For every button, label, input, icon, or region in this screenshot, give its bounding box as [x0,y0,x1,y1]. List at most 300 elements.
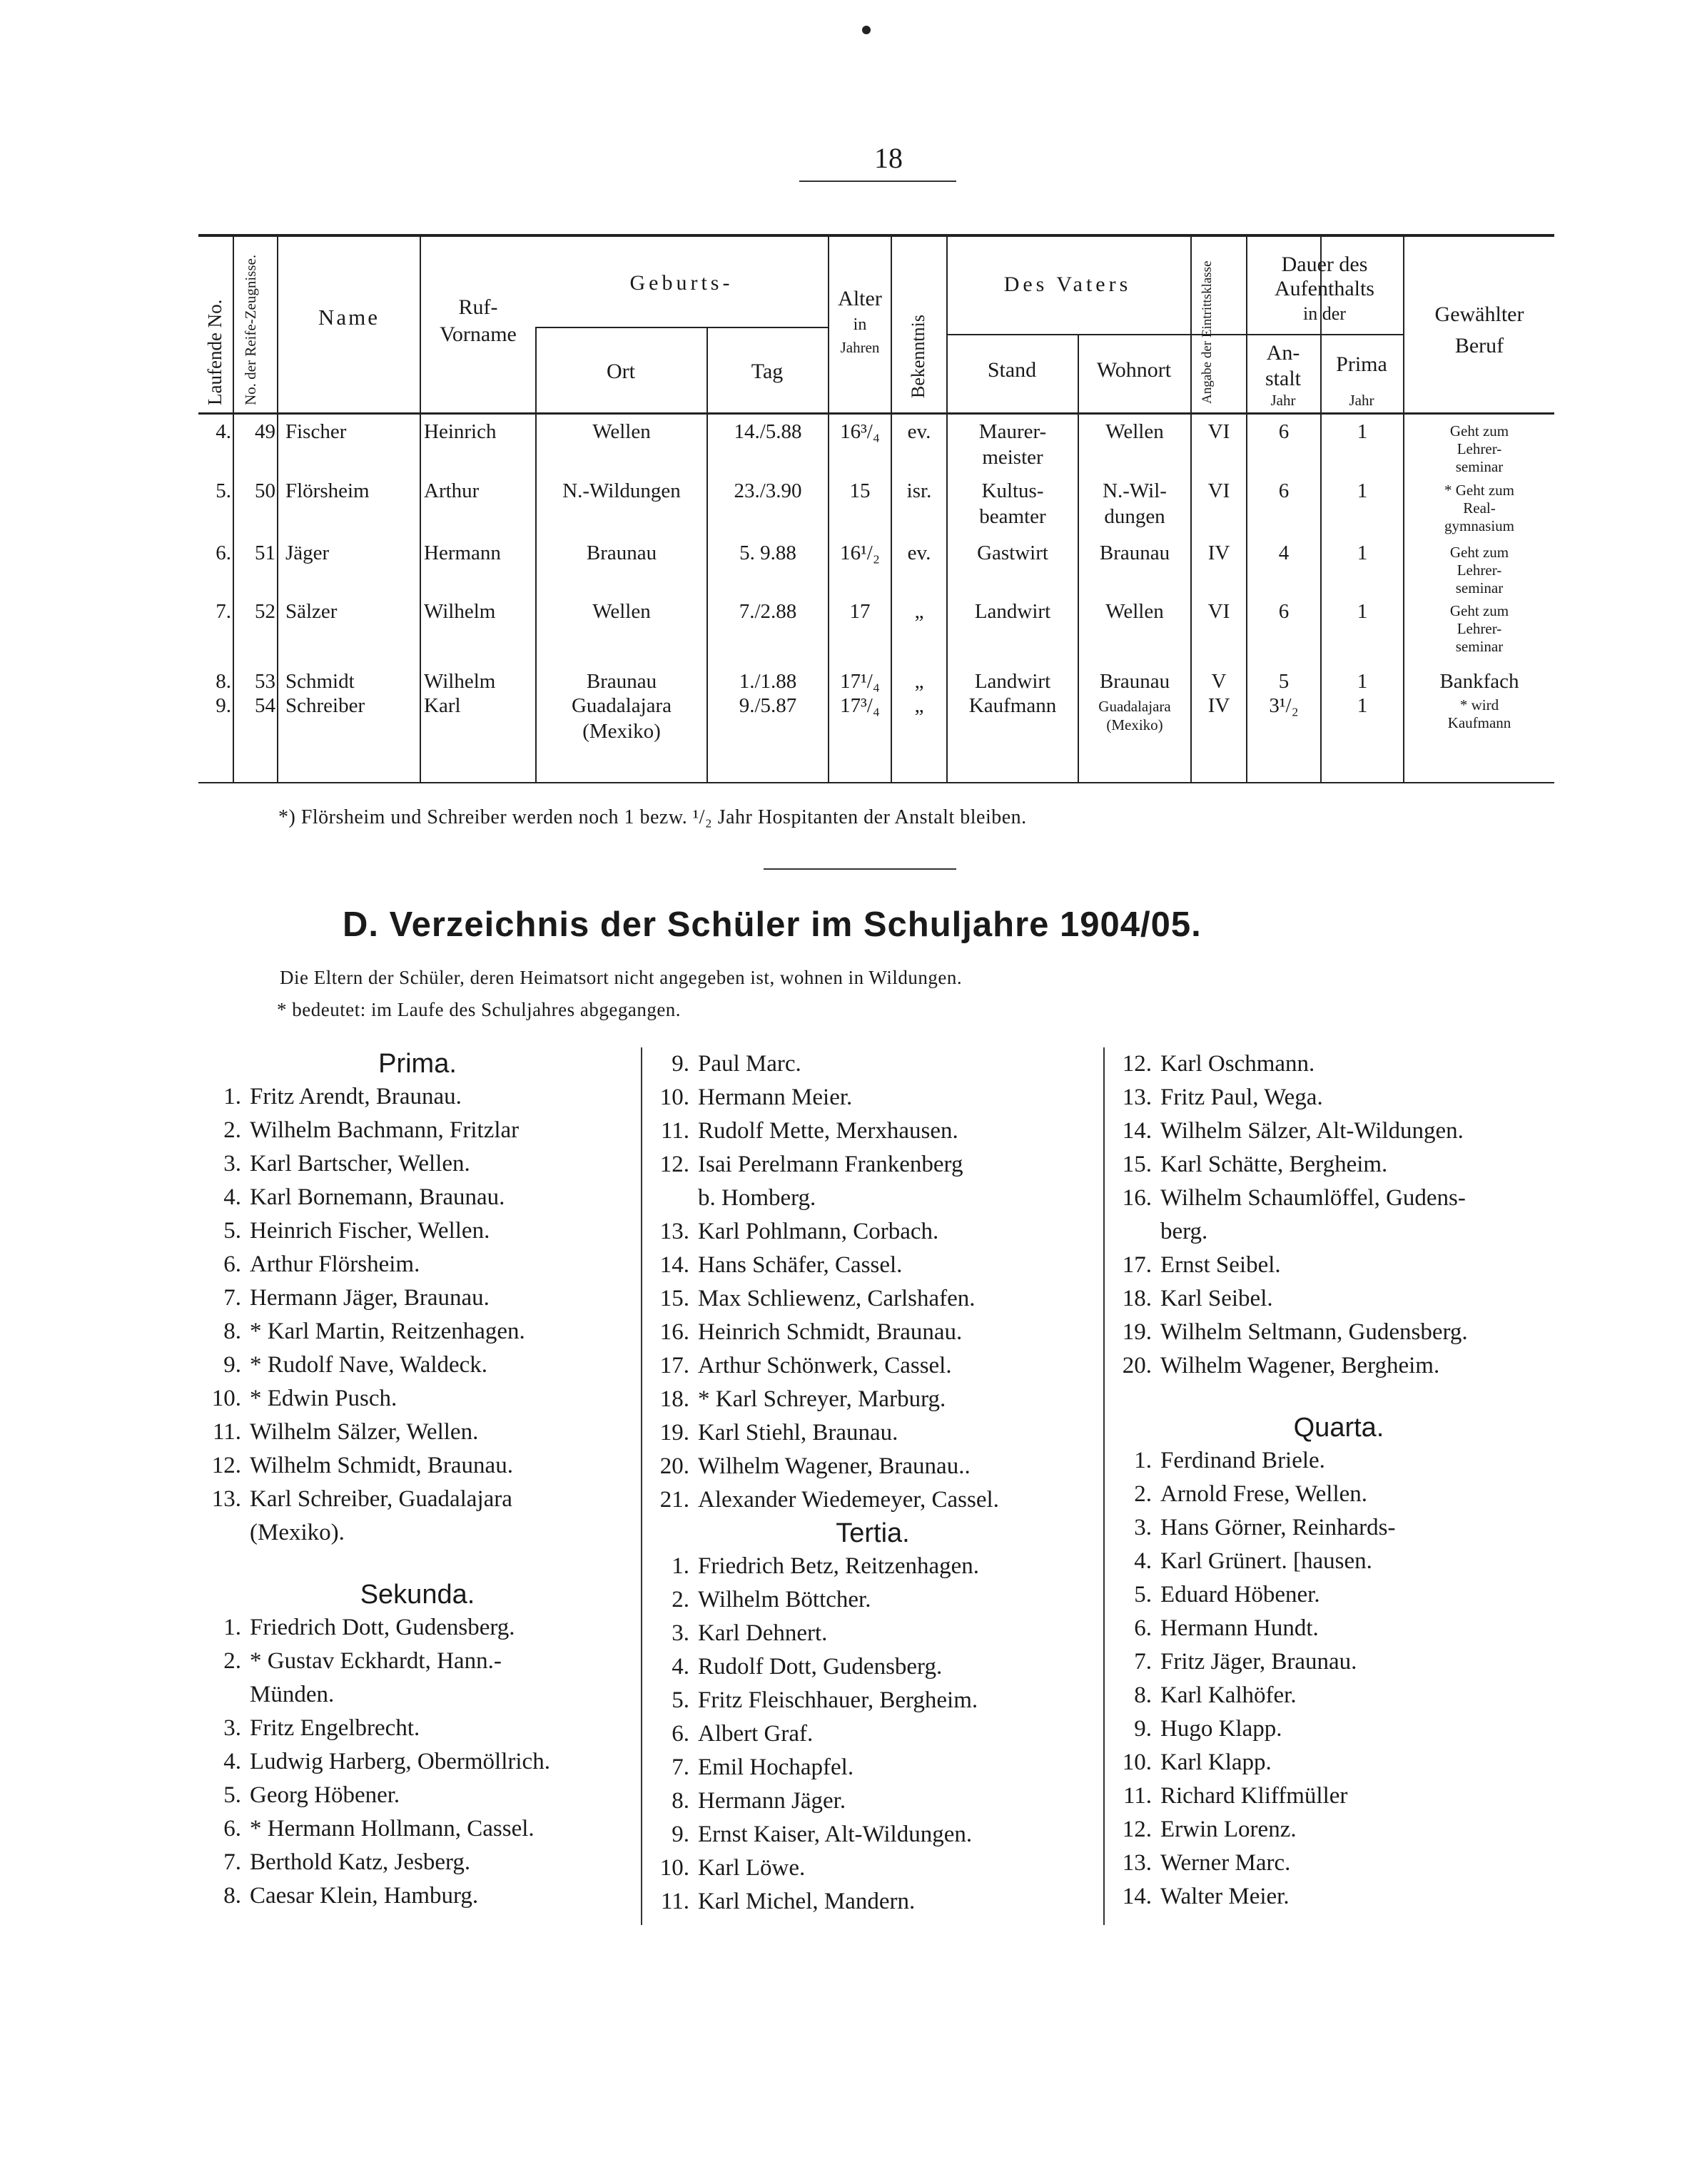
list-item [1110,1746,1567,1779]
list-item-name: Friedrich Dott, Gudensberg. [250,1615,515,1640]
list-item-number: 10. [211,1386,241,1411]
cell-alter: 16¹/₂ [840,542,880,564]
list-item-name: Wilhelm Wagener, Braunau.. [698,1453,971,1479]
cell-anstalt: 6 [1278,600,1290,623]
list-item-name: Eduard Höbener. [1160,1582,1320,1607]
list-item-number: 4. [1134,1548,1152,1574]
list-item-number: 13. [1122,1085,1152,1110]
cell-beruf: Kaufmann [1447,714,1511,731]
list-item-number: 20. [1122,1353,1152,1378]
cell-stand: Landwirt [974,600,1051,623]
list-item-number: 5. [223,1782,241,1808]
list-item-name: Albert Graf. [698,1721,814,1747]
list-item-name: Wilhelm Wagener, Bergheim. [1160,1353,1440,1378]
header-wohnort: Wohnort [1096,358,1172,382]
list-item [200,1812,635,1846]
list-item-number: 1. [223,1084,241,1109]
cell-stand: Kaufmann [968,694,1057,717]
list-item [200,1611,635,1645]
list-item-number: 1. [1134,1448,1152,1473]
list-item-number: 18. [659,1386,689,1412]
cell-no: 53 [255,670,275,693]
cell-ort: N.-Wildungen [562,479,681,502]
list-item [648,1349,1098,1383]
list-item-number: 13. [659,1219,689,1244]
list-item-name: Hermann Jäger, Braunau. [250,1285,490,1311]
list-item-name: Friedrich Betz, Reitzenhagen. [698,1553,980,1579]
list-item-number: 3. [672,1620,689,1646]
cell-anstalt: 3¹/₂ [1269,694,1299,717]
list-item [1110,1478,1567,1511]
cell-beruf: seminar [1455,458,1504,475]
list-item-name: Georg Höbener. [250,1782,400,1808]
list-item-name: Arthur Flörsheim. [250,1251,420,1277]
cell-no: 49 [255,420,275,443]
cell-beruf: Geht zum [1449,422,1509,440]
list-item-name: Heinrich Fischer, Wellen. [250,1218,490,1244]
list-item [200,1114,635,1147]
list-item [1110,1444,1567,1478]
list-item-name: Karl Seibel. [1160,1286,1273,1311]
list-item-number: 12. [1122,1817,1152,1842]
list-item-number: 21. [659,1487,689,1513]
cell-no: 51 [255,542,275,564]
cell-klasse: IV [1207,542,1230,564]
list-item [648,1450,1098,1483]
cell-anstalt: 6 [1278,479,1290,502]
list-item-name: Wilhelm Bachmann, Fritzlar [250,1117,520,1143]
column-rule-right [1103,1047,1105,1925]
list-item [648,1684,1098,1717]
list-item [1110,1679,1567,1712]
list-item-number: 10. [1122,1749,1152,1775]
cell-vorname: Heinrich [424,420,497,443]
header-geburts: Geburts- [629,271,734,295]
list-item-number: 12. [1122,1051,1152,1077]
list-item-name: Wilhelm Böttcher. [698,1587,871,1612]
header-alter-2: in [853,315,867,334]
cell-no: 52 [255,600,275,623]
header-anstalt-1: An- [1266,341,1300,365]
list-item-name: * Karl Martin, Reitzenhagen. [250,1319,525,1344]
cell-ort: Wellen [592,420,651,443]
list-item-name: Karl Stiehl, Braunau. [698,1420,898,1446]
cell-beruf: Lehrer- [1457,440,1502,457]
list-item-name: * Karl Schreyer, Marburg. [698,1386,946,1412]
cell-alter: 15 [849,479,871,502]
list-item [648,1784,1098,1818]
list-item [648,1583,1098,1617]
list-item [648,1483,1098,1517]
cell-vorname: Arthur [424,479,480,502]
list-item-number: 12. [659,1152,689,1177]
list-item-name: Erwin Lorenz. [1160,1817,1297,1842]
list-item-number: 11. [660,1889,689,1914]
ink-dot [862,26,871,34]
intro-line-1: Die Eltern der Schüler, deren Heimatsort nicht angegeben ist, wohnen in Wildungen. [280,967,963,988]
list-item [200,1483,635,1516]
list-item [200,1147,635,1181]
cell-beruf: * Geht zum [1444,482,1514,499]
list-item-number: 11. [212,1419,241,1445]
list-item [200,1846,635,1879]
list-item-number: 11. [1123,1783,1152,1809]
list-item-name: Werner Marc. [1160,1850,1291,1876]
list-item-name: * Gustav Eckhardt, Hann.- [250,1648,502,1674]
list-item-number: 6. [223,1816,241,1842]
list-item [1110,1282,1567,1316]
cell-wohnort: Guadalajara [1098,698,1171,715]
list-item [200,1349,635,1382]
cell-stand: Maurer- [978,420,1047,443]
list-item-name: Heinrich Schmidt, Braunau. [698,1319,963,1345]
section-heading: D. Verzeichnis der Schüler im Schuljahre 1904/05. [343,905,1202,944]
list-item-name: Karl Klapp. [1160,1749,1272,1775]
header-ort: Ort [607,360,635,383]
list-item-number: 9. [672,1051,689,1077]
list-item-name: Hans Görner, Reinhards- [1160,1515,1396,1540]
list-item [648,1852,1098,1885]
cell-tag: 9./5.87 [739,694,797,717]
list-item-number: 6. [672,1721,689,1747]
list-item [648,1282,1098,1316]
list-item [648,1316,1098,1349]
cell-klasse: V [1211,670,1227,693]
list-item [1110,1249,1567,1282]
list-item-name: Karl Oschmann. [1160,1051,1315,1077]
list-item-name: Hermann Hundt. [1160,1615,1319,1641]
page-number-rule [799,181,956,182]
list-item [200,1181,635,1214]
list-item-name: Hans Schäfer, Cassel. [698,1252,903,1278]
cell-bek: „ [914,670,924,693]
cell-name: Schreiber [285,694,365,717]
list-item [648,1717,1098,1751]
cell-alter: 17³/₄ [840,694,880,717]
list-item [648,1249,1098,1282]
cell-prima: 1 [1357,479,1368,502]
intro-line-2: * bedeutet: im Laufe des Schuljahres abgegangen. [277,999,682,1020]
header-alter-3: Jahren [840,339,880,356]
cell-stand: meister [982,446,1043,469]
cell-vorname: Wilhelm [424,600,496,623]
list-item [648,1650,1098,1684]
list-item-name: Rudolf Mette, Merxhausen. [698,1118,958,1144]
list-item-name: Wilhelm Sälzer, Alt-Wildungen. [1160,1118,1464,1144]
list-item-number: 5. [672,1687,689,1713]
list-item-name: Berthold Katz, Jesberg. [250,1849,471,1875]
list-item [648,1550,1098,1583]
header-tag: Tag [751,360,784,383]
list-item [1110,1578,1567,1612]
list-item-name: Karl Löwe. [698,1855,806,1881]
list-item-number: 4. [223,1184,241,1210]
list-item-name: * Rudolf Nave, Waldeck. [250,1352,488,1378]
cell-tag: 7./2.88 [739,600,797,623]
list-item [648,1047,1098,1081]
cell-wohnort: (Mexiko) [1106,716,1163,733]
header-name: Name [318,305,380,330]
list-item-number: 19. [659,1420,689,1446]
cell-lfd: 5. [216,479,231,502]
list-item-name: Karl Bornemann, Braunau. [250,1184,505,1210]
cell-prima: 1 [1357,420,1368,443]
cell-wohnort: Braunau [1099,542,1170,564]
header-anstalt-2: stalt [1265,367,1301,390]
header-dauer-2: Aufenthalts [1275,277,1374,300]
list-item-number: 5. [1134,1582,1152,1607]
cell-lfd: 7. [216,600,231,623]
list-item-name: Arthur Schönwerk, Cassel. [698,1353,952,1378]
cell-alter: 17 [849,600,871,623]
header-rufname-1: Ruf- [458,295,498,319]
cell-anstalt: 5 [1278,670,1290,693]
list-item-number: 7. [672,1754,689,1780]
cell-lfd: 8. [216,670,231,693]
list-item [200,1080,635,1114]
list-item-name: Arnold Frese, Wellen. [1160,1481,1368,1507]
list-item-number: 14. [1122,1118,1152,1144]
list-item-name: Fritz Fleischhauer, Bergheim. [698,1687,978,1713]
cell-name: Fischer [285,420,347,443]
list-item-number: 13. [211,1486,241,1512]
cell-vorname: Wilhelm [424,670,496,693]
cell-beruf: Bankfach [1439,670,1519,693]
cell-ort: Braunau [586,542,657,564]
list-item-number: 9. [1134,1716,1152,1742]
list-item-name: Richard Kliffmüller [1160,1783,1348,1809]
list-item-number: 8. [1134,1682,1152,1708]
cell-alter: 17¹/₄ [840,670,880,693]
cell-ort: Braunau [586,670,657,693]
table-bottom-rule [198,782,1554,783]
cell-name: Flörsheim [285,479,370,502]
dauer-rule [1246,334,1403,335]
cell-beruf: Real- [1463,499,1496,517]
cell-lfd: 4. [216,420,231,443]
list-item-name: Ludwig Harberg, Obermöllrich. [250,1749,550,1774]
cell-klasse: IV [1207,694,1230,717]
cell-name: Schmidt [285,670,355,693]
list-item-number: 11. [660,1118,689,1144]
list-item-number: 16. [659,1319,689,1345]
list-item-name: Ernst Seibel. [1160,1252,1281,1278]
list-item-name: Fritz Paul, Wega. [1160,1085,1323,1110]
list-item-name: Wilhelm Sälzer, Wellen. [250,1419,479,1445]
cell-klasse: VI [1207,420,1230,443]
list-item-number: 16. [1122,1185,1152,1211]
list-item-name: Walter Meier. [1160,1884,1290,1909]
list-item-name: Karl Schreiber, Guadalajara [250,1486,512,1512]
header-dauer-3: in der [1303,303,1346,324]
list-item [200,1712,635,1745]
cell-ort-line2: (Mexiko) [582,720,661,743]
list-item-number: 15. [659,1286,689,1311]
class-heading: Quarta. [1293,1413,1384,1443]
list-item-name: Karl Dehnert. [698,1620,828,1646]
cell-klasse: VI [1207,600,1230,623]
list-item [200,1416,635,1449]
list-item-number: 18. [1122,1286,1152,1311]
list-item-name: Karl Schätte, Bergheim. [1160,1152,1388,1177]
cell-beruf: Geht zum [1449,602,1509,619]
list-item [1110,1712,1567,1746]
student-list-left [200,1047,635,1913]
cell-tag: 14./5.88 [734,420,802,443]
cell-wohnort: N.-Wil- [1103,479,1167,502]
list-item [1110,1847,1567,1880]
column-rule-left [641,1047,642,1925]
list-item-name: Hermann Meier. [698,1085,853,1110]
class-heading: Sekunda. [360,1580,475,1610]
header-laufende-no: Laufende No. [204,299,226,405]
list-item-number: 7. [223,1849,241,1875]
cell-wohnort: dungen [1104,505,1165,528]
list-item [1110,1612,1567,1645]
list-item-number: 4. [223,1749,241,1774]
header-beruf-2: Beruf [1454,334,1504,357]
list-item-number: 2. [672,1587,689,1612]
cell-wohnort: Wellen [1105,600,1164,623]
cell-bek: ev. [907,542,931,564]
header-bekenntnis: Bekenntnis [908,315,928,398]
list-item-number: 3. [223,1715,241,1741]
class-heading: Tertia. [836,1518,910,1548]
list-item-name: Caesar Klein, Hamburg. [250,1883,479,1909]
list-item-name: Karl Grünert. [hausen. [1160,1548,1372,1574]
cell-bek: „ [914,600,924,623]
header-zeugnis-no: No. der Reife-Zeugnisse. [242,254,259,405]
list-gap [200,1550,635,1578]
student-list-middle [648,1047,1098,1919]
cell-tag: 23./3.90 [734,479,802,502]
header-prima-jahr: Jahr [1349,392,1374,409]
header-rufname-2: Vorname [440,322,517,346]
list-item-continuation: (Mexiko). [250,1520,345,1545]
cell-bek: isr. [906,479,932,502]
header-beruf-1: Gewählter [1434,303,1524,326]
list-item-name: Rudolf Dott, Gudensberg. [698,1654,943,1680]
cell-stand: beamter [979,505,1046,528]
cell-name: Sälzer [285,600,338,623]
header-stand: Stand [987,358,1037,382]
list-item-number: 19. [1122,1319,1152,1345]
list-item [200,1779,635,1812]
list-item-name: Ernst Kaiser, Alt-Wildungen. [698,1822,973,1847]
section-divider [764,868,956,870]
cell-beruf: Lehrer- [1457,562,1502,579]
list-item [200,1645,635,1678]
list-item [648,1383,1098,1416]
table-top-rule [198,234,1554,237]
list-item [648,1081,1098,1114]
list-item-number: 2. [223,1648,241,1674]
list-item-name: Alexander Wiedemeyer, Cassel. [698,1487,999,1513]
list-item-name: Fritz Engelbrecht. [250,1715,420,1741]
list-item [1110,1349,1567,1383]
list-item [200,1214,635,1248]
header-des-vaters: Des Vaters [1003,273,1132,296]
list-item [1110,1880,1567,1914]
graduates-table [198,227,1554,783]
list-item [200,1879,635,1913]
list-item [200,1281,635,1315]
list-item [648,1416,1098,1450]
cell-beruf: Lehrer- [1457,620,1502,637]
list-item-number: 9. [672,1822,689,1847]
header-bottom-rule [198,412,1554,415]
page-number: 18 [874,142,903,174]
header-dauer-1: Dauer des [1281,253,1368,276]
list-item-name: Karl Pohlmann, Corbach. [698,1219,939,1244]
list-item-continuation: berg. [1160,1219,1208,1244]
list-item-name: Fritz Arendt, Braunau. [250,1084,462,1109]
cell-stand: Gastwirt [977,542,1048,564]
list-item-number: 14. [659,1252,689,1278]
list-item-number: 4. [672,1654,689,1680]
list-item [200,1449,635,1483]
list-item-number: 2. [223,1117,241,1143]
list-item [648,1885,1098,1919]
list-item-name: Max Schliewenz, Carlshafen. [698,1286,976,1311]
list-item-name: Karl Bartscher, Wellen. [250,1151,470,1177]
cell-alter: 16³/₄ [840,420,880,443]
list-item-number: 2. [1134,1481,1152,1507]
cell-no: 54 [255,694,275,717]
cell-klasse: VI [1207,479,1230,502]
cell-prima: 1 [1357,542,1368,564]
cell-beruf: gymnasium [1444,517,1514,534]
list-item [200,1745,635,1779]
list-item-number: 17. [659,1353,689,1378]
geburts-rule [535,327,828,328]
list-item [1110,1645,1567,1679]
list-item-number: 8. [223,1319,241,1344]
list-item-number: 12. [211,1453,241,1478]
cell-wohnort: Braunau [1099,670,1170,693]
header-anstalt-jahr: Jahr [1270,392,1296,409]
list-item-name: Wilhelm Schmidt, Braunau. [250,1453,513,1478]
cell-ort: Guadalajara [571,694,672,717]
list-item-name: * Edwin Pusch. [250,1386,397,1411]
header-prima: Prima [1336,352,1387,376]
cell-tag: 5. 9.88 [739,542,796,564]
list-item [200,1315,635,1349]
list-item-number: 7. [223,1285,241,1311]
list-item-number: 7. [1134,1649,1152,1675]
list-item [648,1818,1098,1852]
list-item-name: Isai Perelmann Frankenberg [698,1152,963,1177]
header-alter-1: Alter [838,287,882,310]
list-item-number: 20. [659,1453,689,1479]
list-item [200,1248,635,1281]
list-item-number: 13. [1122,1850,1152,1876]
list-item-number: 1. [672,1553,689,1579]
cell-bek: „ [914,694,924,717]
cell-beruf: seminar [1455,579,1504,596]
cell-no: 50 [255,479,275,502]
list-item-number: 9. [223,1352,241,1378]
list-item-name: Hugo Klapp. [1160,1716,1282,1742]
cell-prima: 1 [1357,694,1368,717]
cell-stand: Kultus- [981,479,1044,502]
list-item [648,1215,1098,1249]
student-list-right [1110,1047,1567,1914]
list-item-name: Karl Kalhöfer. [1160,1682,1297,1708]
list-item [1110,1081,1567,1114]
list-item [648,1617,1098,1650]
table-footnote: *) Flörsheim und Schreiber werden noch 1 bezw. ¹/₂ Jahr Hospitanten der Anstalt bleiben. [278,806,1027,828]
